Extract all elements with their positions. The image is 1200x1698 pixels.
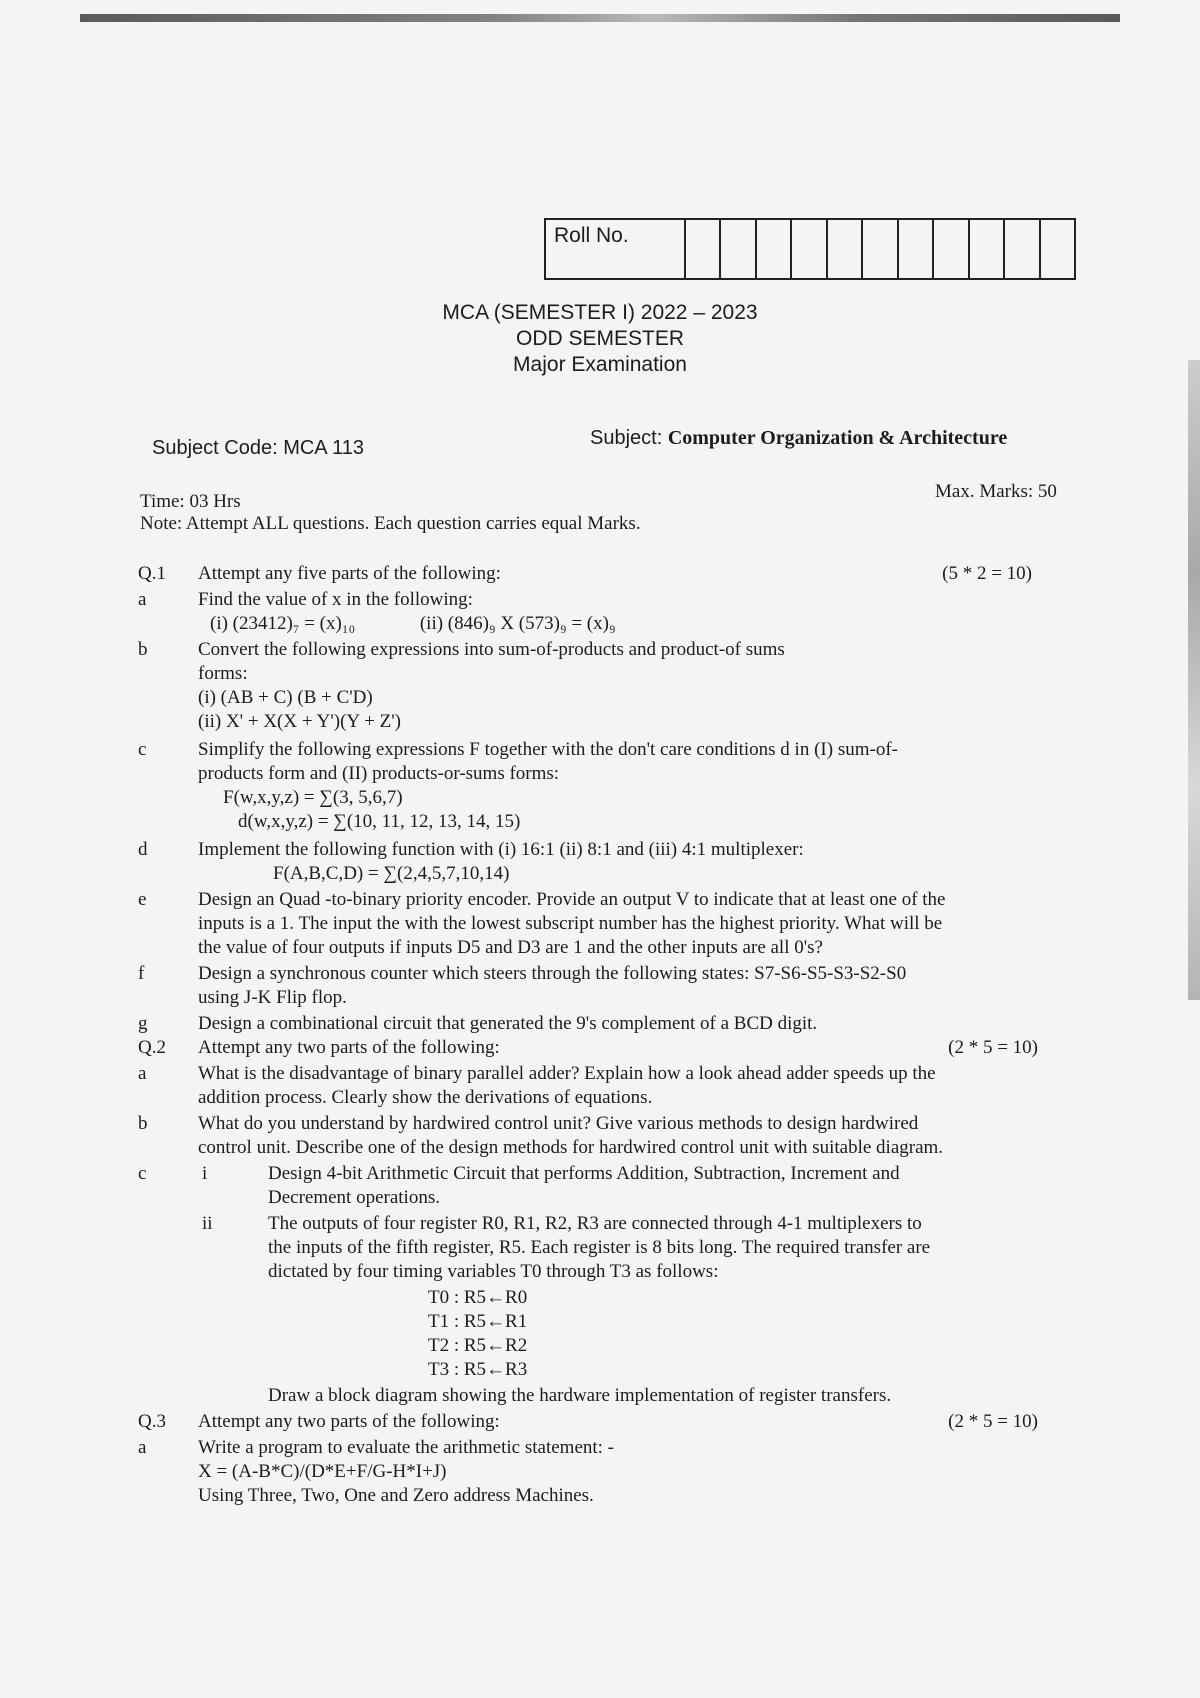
- scan-right-edge: [1188, 360, 1200, 1000]
- roll-cell[interactable]: [828, 220, 863, 278]
- question-number: Q.1: [138, 563, 166, 584]
- part-label: a: [138, 1437, 147, 1458]
- subpart-text: dictated by four timing variables T0 through T3 as follows:: [268, 1261, 719, 1282]
- part-text: Design an Quad -to-binary priority encoder. Provide an output V to indicate that at least one of the: [198, 889, 946, 910]
- question-3: [138, 1410, 1068, 1434]
- transfer-statement: T1 : R5←R1: [428, 1311, 528, 1332]
- roll-cell[interactable]: [757, 220, 792, 278]
- part-text: Find the value of x in the following:: [198, 589, 473, 610]
- subpart-text: the inputs of the fifth register, R5. Each register is 8 bits long. The required transfer are: [268, 1237, 931, 1258]
- question-1b: [138, 638, 1068, 734]
- subject-label: Subject:: [590, 427, 668, 449]
- question-2c-ii: [138, 1212, 1068, 1284]
- subpart-text: The outputs of four register R0, R1, R2, R3 are connected through 4-1 multiplexers to: [268, 1213, 922, 1234]
- part-label: c: [138, 739, 147, 760]
- part-item: (ii) (846)₉ X (573)₉ = (x)₉: [419, 613, 616, 634]
- part-text: Simplify the following expressions F together with the don't care conditions d in (I) sum-of-: [198, 739, 898, 760]
- roll-number-label: Roll No.: [546, 220, 686, 278]
- question-marks: (2 * 5 = 10): [948, 1037, 1038, 1058]
- part-item: (ii) X' + X(X + Y')(Y + Z'): [198, 711, 401, 732]
- question-2c: [138, 1162, 1068, 1210]
- transfer-statement: T3 : R5←R3: [428, 1359, 528, 1380]
- question-3a: [138, 1436, 1068, 1508]
- part-text: Design a synchronous counter which steers through the following states: S7-S6-S5-S3-S2-S0: [198, 963, 907, 984]
- part-label: b: [138, 639, 148, 660]
- roll-cell[interactable]: [686, 220, 721, 278]
- transfer-statement: T0 : R5←R0: [428, 1287, 528, 1308]
- question-1a-items: [138, 612, 1068, 636]
- part-text: Convert the following expressions into sum-of-products and product-of sums: [198, 639, 785, 660]
- subpart-label: i: [202, 1163, 208, 1184]
- question-2a: [138, 1062, 1068, 1110]
- roll-cell[interactable]: [1005, 220, 1040, 278]
- part-text: addition process. Clearly show the derivations of equations.: [198, 1087, 653, 1108]
- part-formula: d(w,x,y,z) = ∑(10, 11, 12, 13, 14, 15): [238, 811, 521, 832]
- question-1g: [138, 1012, 1068, 1036]
- question-1c: [138, 738, 1068, 834]
- roll-cell[interactable]: [1041, 220, 1074, 278]
- part-text: products form and (II) products-or-sums forms:: [198, 763, 560, 784]
- part-label: b: [138, 1113, 148, 1134]
- part-label: f: [138, 963, 145, 984]
- roll-cell[interactable]: [863, 220, 898, 278]
- time-allowed: Time: 03 Hrs: [140, 491, 241, 512]
- roll-cell[interactable]: [934, 220, 969, 278]
- question-1e: [138, 888, 1068, 960]
- part-text: What is the disadvantage of binary parallel adder? Explain how a look ahead adder speeds up the: [198, 1063, 936, 1084]
- transfer-statement: T2 : R5←R2: [428, 1335, 528, 1356]
- subject-name: Computer Organization & Architecture: [667, 427, 1008, 449]
- part-item: (i) (23412)₇ = (x)₁₀: [210, 613, 356, 634]
- part-text: the value of four outputs if inputs D5 and D3 are 1 and the other inputs are all 0's?: [198, 937, 823, 958]
- part-label: g: [138, 1013, 148, 1034]
- part-text: inputs is a 1. The input the with the lowest subscript number has the highest priority. What will be: [198, 913, 943, 934]
- question-marks: (2 * 5 = 10): [948, 1411, 1038, 1432]
- subject-line: [590, 426, 1007, 450]
- part-label: e: [138, 889, 147, 910]
- transfer-instruction: Draw a block diagram showing the hardware implementation of register transfers.: [268, 1385, 892, 1406]
- part-text: control unit. Describe one of the design methods for hardwired control unit with suitable diagram.: [198, 1137, 944, 1158]
- part-formula: F(w,x,y,z) = ∑(3, 5,6,7): [223, 787, 403, 808]
- question-number: Q.2: [138, 1037, 166, 1058]
- roll-number-box[interactable]: [544, 218, 1076, 280]
- part-label: a: [138, 1063, 147, 1084]
- question-2: [138, 1036, 1068, 1060]
- question-1d: [138, 838, 1068, 886]
- semester-title: ODD SEMESTER: [515, 327, 685, 350]
- part-text: Design a combinational circuit that generated the 9's complement of a BCD digit.: [198, 1013, 818, 1034]
- question-1: [138, 562, 1068, 586]
- part-formula: F(A,B,C,D) = ∑(2,4,5,7,10,14): [273, 863, 510, 884]
- question-1f: [138, 962, 1068, 1010]
- question-text: Attempt any two parts of the following:: [198, 1411, 500, 1432]
- question-text: Attempt any five parts of the following:: [198, 563, 501, 584]
- subpart-label: ii: [202, 1213, 213, 1234]
- part-text: Write a program to evaluate the arithmetic statement: -: [198, 1437, 615, 1458]
- question-number: Q.3: [138, 1411, 166, 1432]
- subpart-text: Design 4-bit Arithmetic Circuit that performs Addition, Subtraction, Increment and: [268, 1163, 900, 1184]
- question-marks: (5 * 2 = 10): [942, 563, 1032, 584]
- roll-cell[interactable]: [970, 220, 1005, 278]
- part-text: Using Three, Two, One and Zero address Machines.: [198, 1485, 594, 1506]
- part-text: forms:: [198, 663, 248, 684]
- part-text: Implement the following function with (i) 16:1 (ii) 8:1 and (iii) 4:1 multiplexer:: [198, 839, 804, 860]
- part-text: using J-K Flip flop.: [198, 987, 347, 1008]
- part-label: c: [138, 1163, 147, 1184]
- question-2b: [138, 1112, 1068, 1160]
- subject-code: Subject Code: MCA 113: [152, 437, 364, 459]
- instruction-note: Note: Attempt ALL questions. Each question carries equal Marks.: [140, 513, 641, 534]
- scan-top-edge: [80, 14, 1120, 22]
- roll-cell[interactable]: [721, 220, 756, 278]
- part-item: (i) (AB + C) (B + C'D): [198, 687, 373, 708]
- part-label: d: [138, 839, 148, 860]
- part-label: a: [138, 589, 147, 610]
- roll-cell[interactable]: [792, 220, 827, 278]
- question-text: Attempt any two parts of the following:: [198, 1037, 500, 1058]
- question-1a: [138, 588, 1068, 612]
- roll-cell[interactable]: [899, 220, 934, 278]
- subpart-text: Decrement operations.: [268, 1187, 440, 1208]
- part-text: What do you understand by hardwired control unit? Give various methods to design hardwired: [198, 1113, 919, 1134]
- part-formula: X = (A-B*C)/(D*E+F/G-H*I+J): [198, 1461, 447, 1482]
- exam-type: Major Examination: [513, 353, 687, 376]
- max-marks: Max. Marks: 50: [935, 481, 1057, 502]
- exam-title: MCA (SEMESTER I) 2022 – 2023: [442, 301, 758, 324]
